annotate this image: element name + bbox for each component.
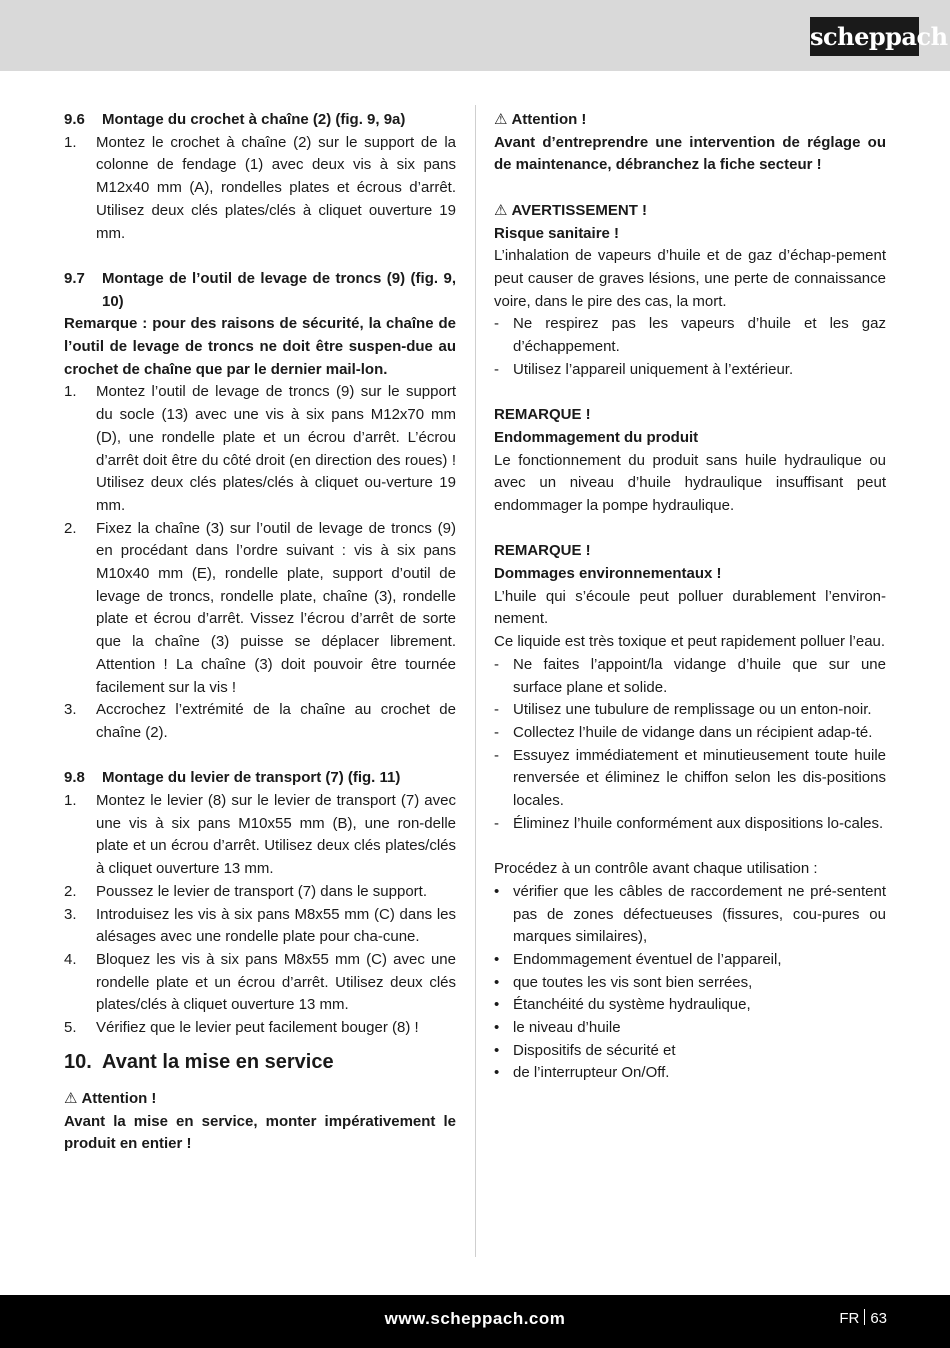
item-text: Accrochez l’extrémité de la chaîne au crochet de chaîne (2). xyxy=(96,701,456,741)
list-item xyxy=(64,518,456,700)
list-item xyxy=(494,949,886,972)
attention-label-text: Attention ! xyxy=(81,1089,157,1107)
item-text: vérifier que les câbles de raccordement ne pré-sentent pas de zones défectueuses (fissures, cou-pures ou marques similaires), xyxy=(513,882,886,946)
website-link[interactable]: www.scheppach.com xyxy=(384,1309,566,1328)
list-item xyxy=(64,132,456,246)
list-item xyxy=(494,1062,886,1085)
section-9-8-heading xyxy=(64,767,456,790)
section-number: 9.8 xyxy=(64,769,85,787)
brand-logo: scheppach xyxy=(810,17,919,56)
section-number: 9.7 xyxy=(64,269,85,287)
dash-marker: - xyxy=(494,814,499,832)
item-text: Montez l’outil de levage de troncs (9) sur le support du socle (13) avec une vis à six pans M12x70 mm (D), une rondelle plate et un écrou d’arrêt. L’écrou d’arrêt doit être du côté droit (en direction des roues) ! Utilisez deux clés plates/clés à cliquet ou-verture 19 mm. xyxy=(96,383,456,514)
item-number: 2. xyxy=(64,882,77,900)
list-item xyxy=(494,359,886,382)
language-code: FR xyxy=(839,1310,860,1327)
right-column xyxy=(494,109,886,1085)
item-text: Montez le crochet à chaîne (2) sur le support de la colonne de fendage (1) avec deux vis à six pans M12x40 mm (A), rondelles plates et écrous d’arrêt. Utilisez deux clés plates/clés à cliquet ouverture 19 mm. xyxy=(96,133,456,242)
dash-marker: - xyxy=(494,655,499,673)
item-text: Montez le levier (8) sur le levier de transport (7) avec une vis à six pans M10x55 mm (B), une ron-delle plate et un écrou d’arrêt. Utilisez deux clés plates/clés à cliquet ouverture 13 mm. xyxy=(96,792,456,878)
item-text: Éliminez l’huile conformément aux dispositions lo-cales. xyxy=(513,814,884,832)
list-item xyxy=(64,881,456,904)
chapter-number: 10. xyxy=(64,1050,92,1073)
dash-marker: - xyxy=(494,315,499,333)
list-item xyxy=(494,972,886,995)
avertissement-label-text: AVERTISSEMENT ! xyxy=(511,201,648,219)
remarque-text: Le fonctionnement du produit sans huile hydraulique ou avec un niveau d’huile hydraulique insuffisant peut endommager la pompe hydraulique. xyxy=(494,451,886,514)
section-title: Montage du crochet à chaîne (2) (fig. 9, 9a) xyxy=(102,111,406,128)
list-item xyxy=(494,881,886,949)
list-item xyxy=(494,994,886,1017)
page-indicator xyxy=(839,1295,887,1342)
attention-label xyxy=(64,1088,456,1111)
warning-triangle-icon: ⚠ xyxy=(494,111,508,128)
left-column xyxy=(64,109,456,1156)
chapter-10-heading xyxy=(64,1049,456,1075)
list-item xyxy=(64,381,456,517)
list-item xyxy=(64,949,456,1017)
remarque-text: Ce liquide est très toxique et peut rapidement polluer l’eau. xyxy=(494,633,886,651)
bullet-marker: • xyxy=(494,996,500,1014)
list-item xyxy=(494,722,886,745)
item-number: 1. xyxy=(64,383,77,401)
item-text: Collectez l’huile de vidange dans un récipient adap-té. xyxy=(513,723,873,741)
chapter-title: Avant la mise en service xyxy=(102,1050,334,1073)
list-item xyxy=(64,904,456,949)
avertissement-text: L’inhalation de vapeurs d’huile et de gaz d’échap-pement peut causer de graves lésions, une perte de connaissance voire, dans le pire des cas, la mort. xyxy=(494,247,886,310)
item-number: 2. xyxy=(64,519,77,537)
bullet-marker: • xyxy=(494,1064,500,1082)
section-9-7-heading xyxy=(64,268,456,313)
attention-label xyxy=(494,109,886,132)
section-number: 9.6 xyxy=(64,111,85,128)
list-item xyxy=(494,745,886,813)
item-text: Ne faites l’appoint/la vidange d’huile que sur une surface plane et solide. xyxy=(513,655,886,696)
remarque-label: REMARQUE ! xyxy=(494,406,591,424)
bullet-marker: • xyxy=(494,882,500,900)
attention-text: Avant d’entreprendre une intervention de réglage ou de maintenance, débranchez la fiche secteur ! xyxy=(494,133,886,174)
item-text: Dispositifs de sécurité et xyxy=(513,1041,676,1059)
attention-text: Avant la mise en service, monter impérativement le produit en entier ! xyxy=(64,1112,456,1153)
list-item xyxy=(494,699,886,722)
column-divider xyxy=(475,105,476,1257)
dash-marker: - xyxy=(494,360,499,378)
remarque-subtitle: Dommages environnementaux ! xyxy=(494,565,722,583)
item-text: Fixez la chaîne (3) sur l’outil de levage de troncs (9) en procédant dans l’ordre suivant : vis à six pans M10x40 mm (E), rondelle plate, support d’outil de levage de troncs, rondelle plate, chaîne (3), rondelle plate et écrou d’arrêt. Vissez l’écrou d’arrêt de sorte que la chaîne (3) puisse se déplacer librement. Attention ! La chaîne (3) doit pouvoir être tournée facilement sur la vis ! xyxy=(96,519,456,696)
warning-triangle-icon: ⚠ xyxy=(494,201,508,219)
bullet-marker: • xyxy=(494,1041,500,1059)
item-number: 3. xyxy=(64,701,77,719)
section-title: Montage du levier de transport (7) (fig. 11) xyxy=(102,769,401,787)
check-intro: Procédez à un contrôle avant chaque utilisation : xyxy=(494,860,818,878)
item-text: Endommagement éventuel de l’appareil, xyxy=(513,950,782,968)
item-text: Vérifiez que le levier peut facilement bouger (8) ! xyxy=(96,1019,419,1037)
page-separator xyxy=(864,1309,865,1325)
page-number: 63 xyxy=(870,1310,887,1327)
item-number: 3. xyxy=(64,905,77,923)
list-item xyxy=(494,654,886,699)
bullet-marker: • xyxy=(494,973,500,991)
item-number: 4. xyxy=(64,950,77,968)
bullet-marker: • xyxy=(494,950,500,968)
remarque-text: L’huile qui s’écoule peut polluer durablement l’environ-nement. xyxy=(494,587,886,628)
bullet-marker: • xyxy=(494,1019,500,1037)
list-item xyxy=(494,313,886,358)
header-band xyxy=(0,0,950,71)
list-item xyxy=(64,699,456,744)
list-item xyxy=(64,1017,456,1040)
item-number: 5. xyxy=(64,1019,77,1037)
item-number: 1. xyxy=(64,133,77,151)
warning-triangle-icon: ⚠ xyxy=(64,1089,78,1107)
item-text: Bloquez les vis à six pans M8x55 mm (C) avec une rondelle plate et un écrou d’arrêt. Utilisez deux clés plates/clés à cliquet ouverture 13 mm. xyxy=(96,950,456,1014)
safety-note: Remarque : pour des raisons de sécurité, la chaîne de l’outil de levage de troncs ne doit être suspen-due au crochet de chaîne que par le dernier mail-lon. xyxy=(64,315,456,378)
list-item xyxy=(494,1040,886,1063)
item-text: Étanchéité du système hydraulique, xyxy=(513,996,751,1014)
dash-marker: - xyxy=(494,723,499,741)
avertissement-subtitle: Risque sanitaire ! xyxy=(494,224,620,242)
section-title: Montage de l’outil de levage de troncs (9) (fig. 9, 10) xyxy=(102,269,456,310)
dash-marker: - xyxy=(494,701,499,719)
item-text: Introduisez les vis à six pans M8x55 mm (C) dans les alésages avec une rondelle plate pour cha-cune. xyxy=(96,905,456,946)
item-text: Utilisez une tubulure de remplissage ou un enton-noir. xyxy=(513,701,872,719)
item-text: Poussez le levier de transport (7) dans le support. xyxy=(96,882,428,900)
item-text: Ne respirez pas les vapeurs d’huile et les gaz d’échappement. xyxy=(513,315,886,356)
dash-marker: - xyxy=(494,746,499,764)
item-text: Essuyez immédiatement et minutieusement toute huile renversée et éliminez le chiffon selon les dis-positions locales. xyxy=(513,746,886,810)
remarque-label: REMARQUE ! xyxy=(494,542,591,560)
item-text: de l’interrupteur On/Off. xyxy=(513,1064,670,1082)
list-item xyxy=(64,790,456,881)
avertissement-label xyxy=(494,200,886,223)
remarque-subtitle: Endommagement du produit xyxy=(494,428,699,446)
attention-label-text: Attention ! xyxy=(511,111,587,128)
section-9-6-heading xyxy=(64,109,456,132)
footer-band xyxy=(0,1295,950,1348)
list-item xyxy=(494,813,886,836)
list-item xyxy=(494,1017,886,1040)
item-text: Utilisez l’appareil uniquement à l’extérieur. xyxy=(513,360,794,378)
item-text: le niveau d’huile xyxy=(513,1019,621,1037)
item-number: 1. xyxy=(64,792,77,810)
item-text: que toutes les vis sont bien serrées, xyxy=(513,973,753,991)
